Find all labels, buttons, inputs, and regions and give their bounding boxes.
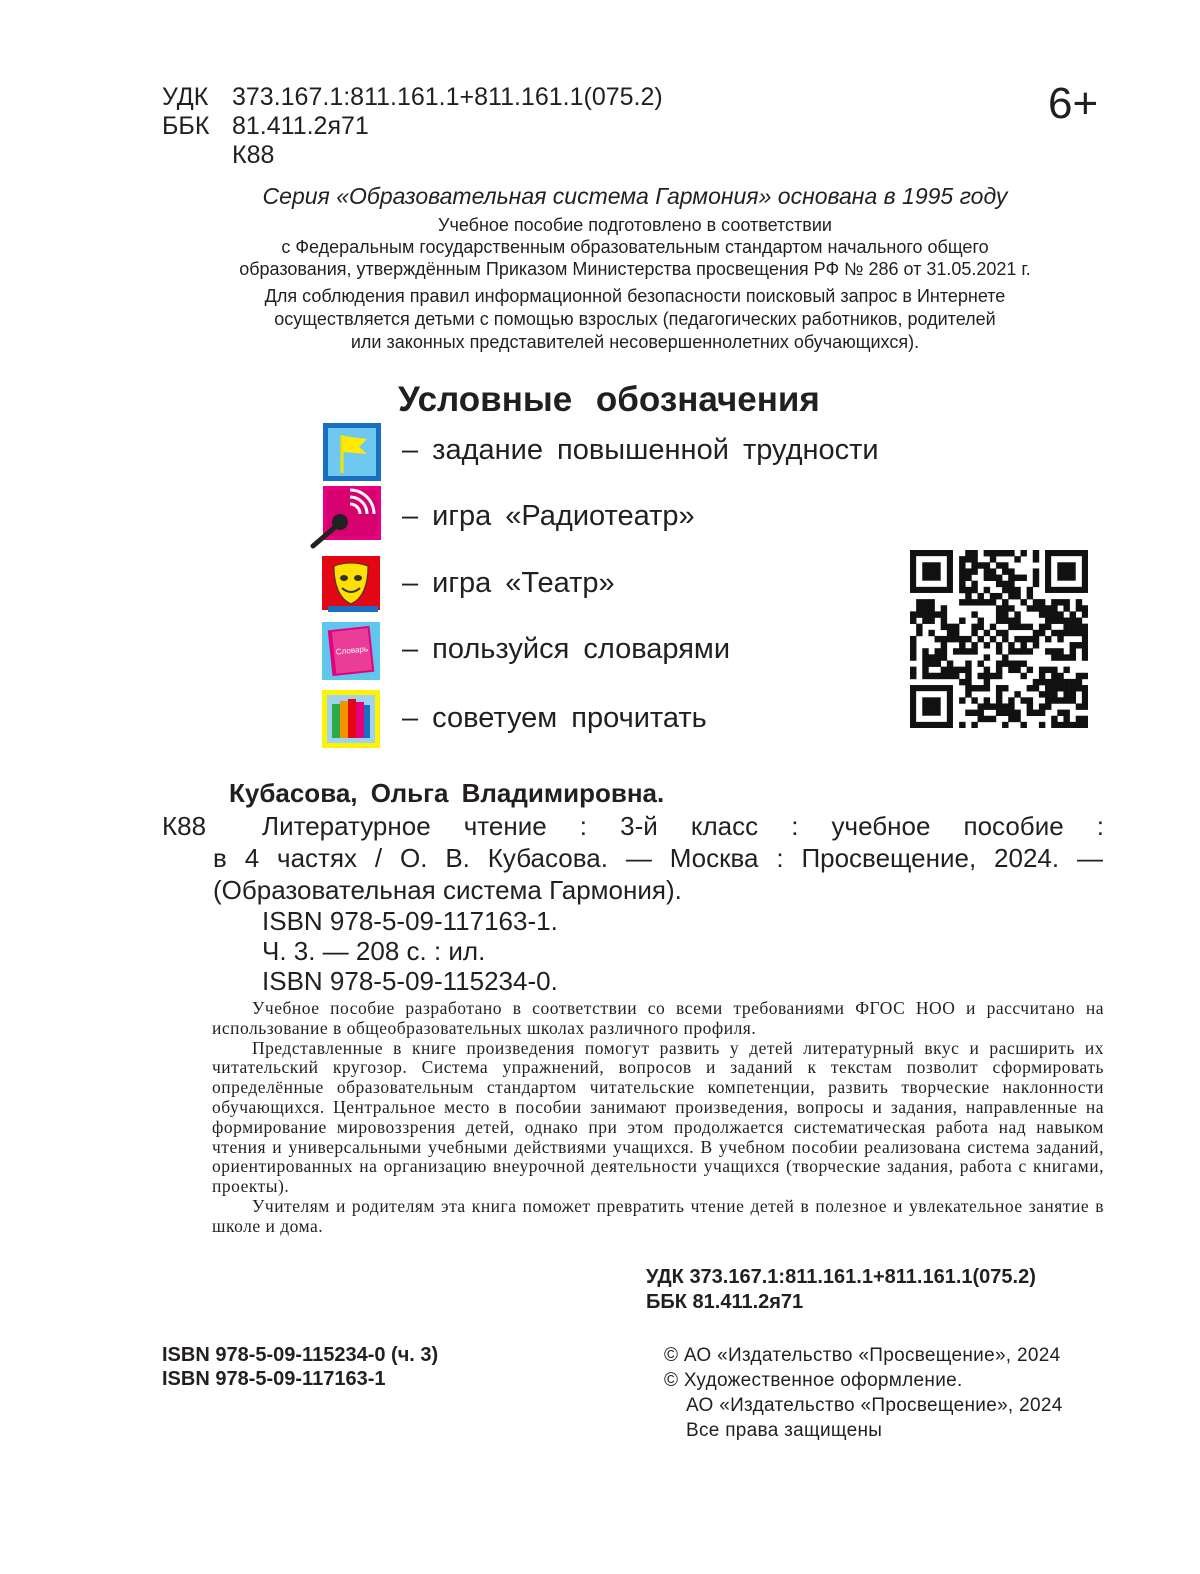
microphone-icon xyxy=(310,486,382,550)
title-word: : xyxy=(1096,811,1104,841)
abstract-paragraph: Учебное пособие разработано в соответствии со всеми требованиями ФГОС НОО и рассчитано на использование в общеобразовательных школах различного профиля. xyxy=(212,998,1104,1038)
footer-isbn-set: ISBN 978-5-09-117163-1 xyxy=(162,1368,386,1390)
age-rating: 6+ xyxy=(1048,79,1099,128)
books-icon xyxy=(322,690,380,748)
bibliography-mark: К88 xyxy=(162,811,207,841)
copyright-line-2: © Художественное оформление. xyxy=(664,1370,963,1391)
bibliography-part: Ч. 3. — 208 с. : ил. xyxy=(262,936,486,966)
abstract-paragraph: Представленные в книге произведения помогут развить у детей литературный вкус и расширить их читательский кругозор. Система упражнений, вопросов и заданий к текстам позволит сформировать определённые образовательным стандартом читательские компетенции, развить творческие наклонности обучающихся. Центральное место в пособии занимают произведения, вопросы и задания, направленные на формирование мировоззрения детей, однако при этом продолжается систематическая работа над навыком чтения и универсальными учебными действиями учащихся. В учебном пособии реализована система заданий, ориентированных на организацию внеурочной деятельности учащихся (творческие задания, работа с книгами, проекты). xyxy=(212,1037,1104,1197)
copyright-line-1: © АО «Издательство «Просвещение», 2024 xyxy=(664,1345,1061,1366)
footer-isbn-part: ISBN 978-5-09-115234-0 (ч. 3) xyxy=(162,1344,439,1366)
legend-title: Условные обозначения xyxy=(398,380,820,419)
bibliography-isbn-part: ISBN 978-5-09-115234-0. xyxy=(262,966,558,996)
qr-code[interactable] xyxy=(910,550,1088,728)
flag-icon xyxy=(323,423,381,481)
title-word: учебное xyxy=(831,811,931,841)
safety-note-2: осуществляется детьми с помощью взрослых (педагогических работников, родителей xyxy=(274,309,996,329)
standard-note-2: с Федеральным государственным образовательным стандартом начального общего xyxy=(281,237,989,257)
author-mark: К88 xyxy=(232,141,275,169)
legend-item-theatre: – игра «Театр» xyxy=(402,567,615,599)
bibliography-isbn-set: ISBN 978-5-09-117163-1. xyxy=(262,906,558,936)
safety-note-3: или законных представителей несовершеннолетних обучающихся). xyxy=(350,332,920,352)
bbk-label: ББК xyxy=(162,112,210,140)
standard-note-1: Учебное пособие подготовлено в соответствии xyxy=(438,215,832,235)
udk-label: УДК xyxy=(162,83,209,111)
udk-value: 373.167.1:811.161.1+811.161.1(075.2) xyxy=(232,83,663,111)
dictionary-icon-label: Словарь xyxy=(335,644,369,657)
title-word: : xyxy=(791,811,799,841)
safety-note-1: Для соблюдения правил информационной безопасности поисковый запрос в Интернете xyxy=(264,286,1006,306)
footer-bbk: ББК 81.411.2я71 xyxy=(646,1291,804,1313)
theatre-mask-icon xyxy=(322,556,380,614)
dictionary-icon xyxy=(322,622,380,680)
title-word: : xyxy=(579,811,588,841)
title-word: пособие xyxy=(963,811,1064,841)
standard-note-3: образования, утверждённым Приказом Министерства просвещения РФ № 286 от 31.05.2021 г. xyxy=(239,259,1031,279)
title-word: 3-й xyxy=(620,811,658,841)
title-word: класс xyxy=(690,811,759,841)
legend-item-radio-theatre: – игра «Радиотеатр» xyxy=(402,500,695,532)
legend-item-recommended-reading: – советуем прочитать xyxy=(402,702,707,734)
series-line: Серия «Образовательная система Гармония» основана в 1995 году xyxy=(262,183,1008,209)
title-word: Литературное xyxy=(262,811,431,841)
bibliography-line-3: (Образовательная система Гармония). xyxy=(213,875,682,905)
legend-item-dictionaries: – пользуйся словарями xyxy=(402,633,731,665)
abstract-paragraph: Учителям и родителям эта книга поможет превратить чтение детей в полезное и увлекательное занятие в школе и дома. xyxy=(212,1195,1104,1236)
bibliography-author: Кубасова, Ольга Владимировна. xyxy=(229,778,665,808)
bibliography-title-line xyxy=(262,810,1104,842)
footer-udk: УДК 373.167.1:811.161.1+811.161.1(075.2) xyxy=(646,1266,1036,1288)
bibliography-line-2: в 4 частях / О. В. Кубасова. — Москва : Просвещение, 2024. — xyxy=(213,843,1103,873)
legend-item-hard-task: – задание повышенной трудности xyxy=(402,434,879,466)
copyright-line-4: Все права защищены xyxy=(686,1420,883,1441)
copyright-line-3: АО «Издательство «Просвещение», 2024 xyxy=(686,1395,1063,1416)
abstract xyxy=(212,999,1104,1237)
title-word: чтение xyxy=(463,811,547,841)
bbk-value: 81.411.2я71 xyxy=(232,112,369,140)
